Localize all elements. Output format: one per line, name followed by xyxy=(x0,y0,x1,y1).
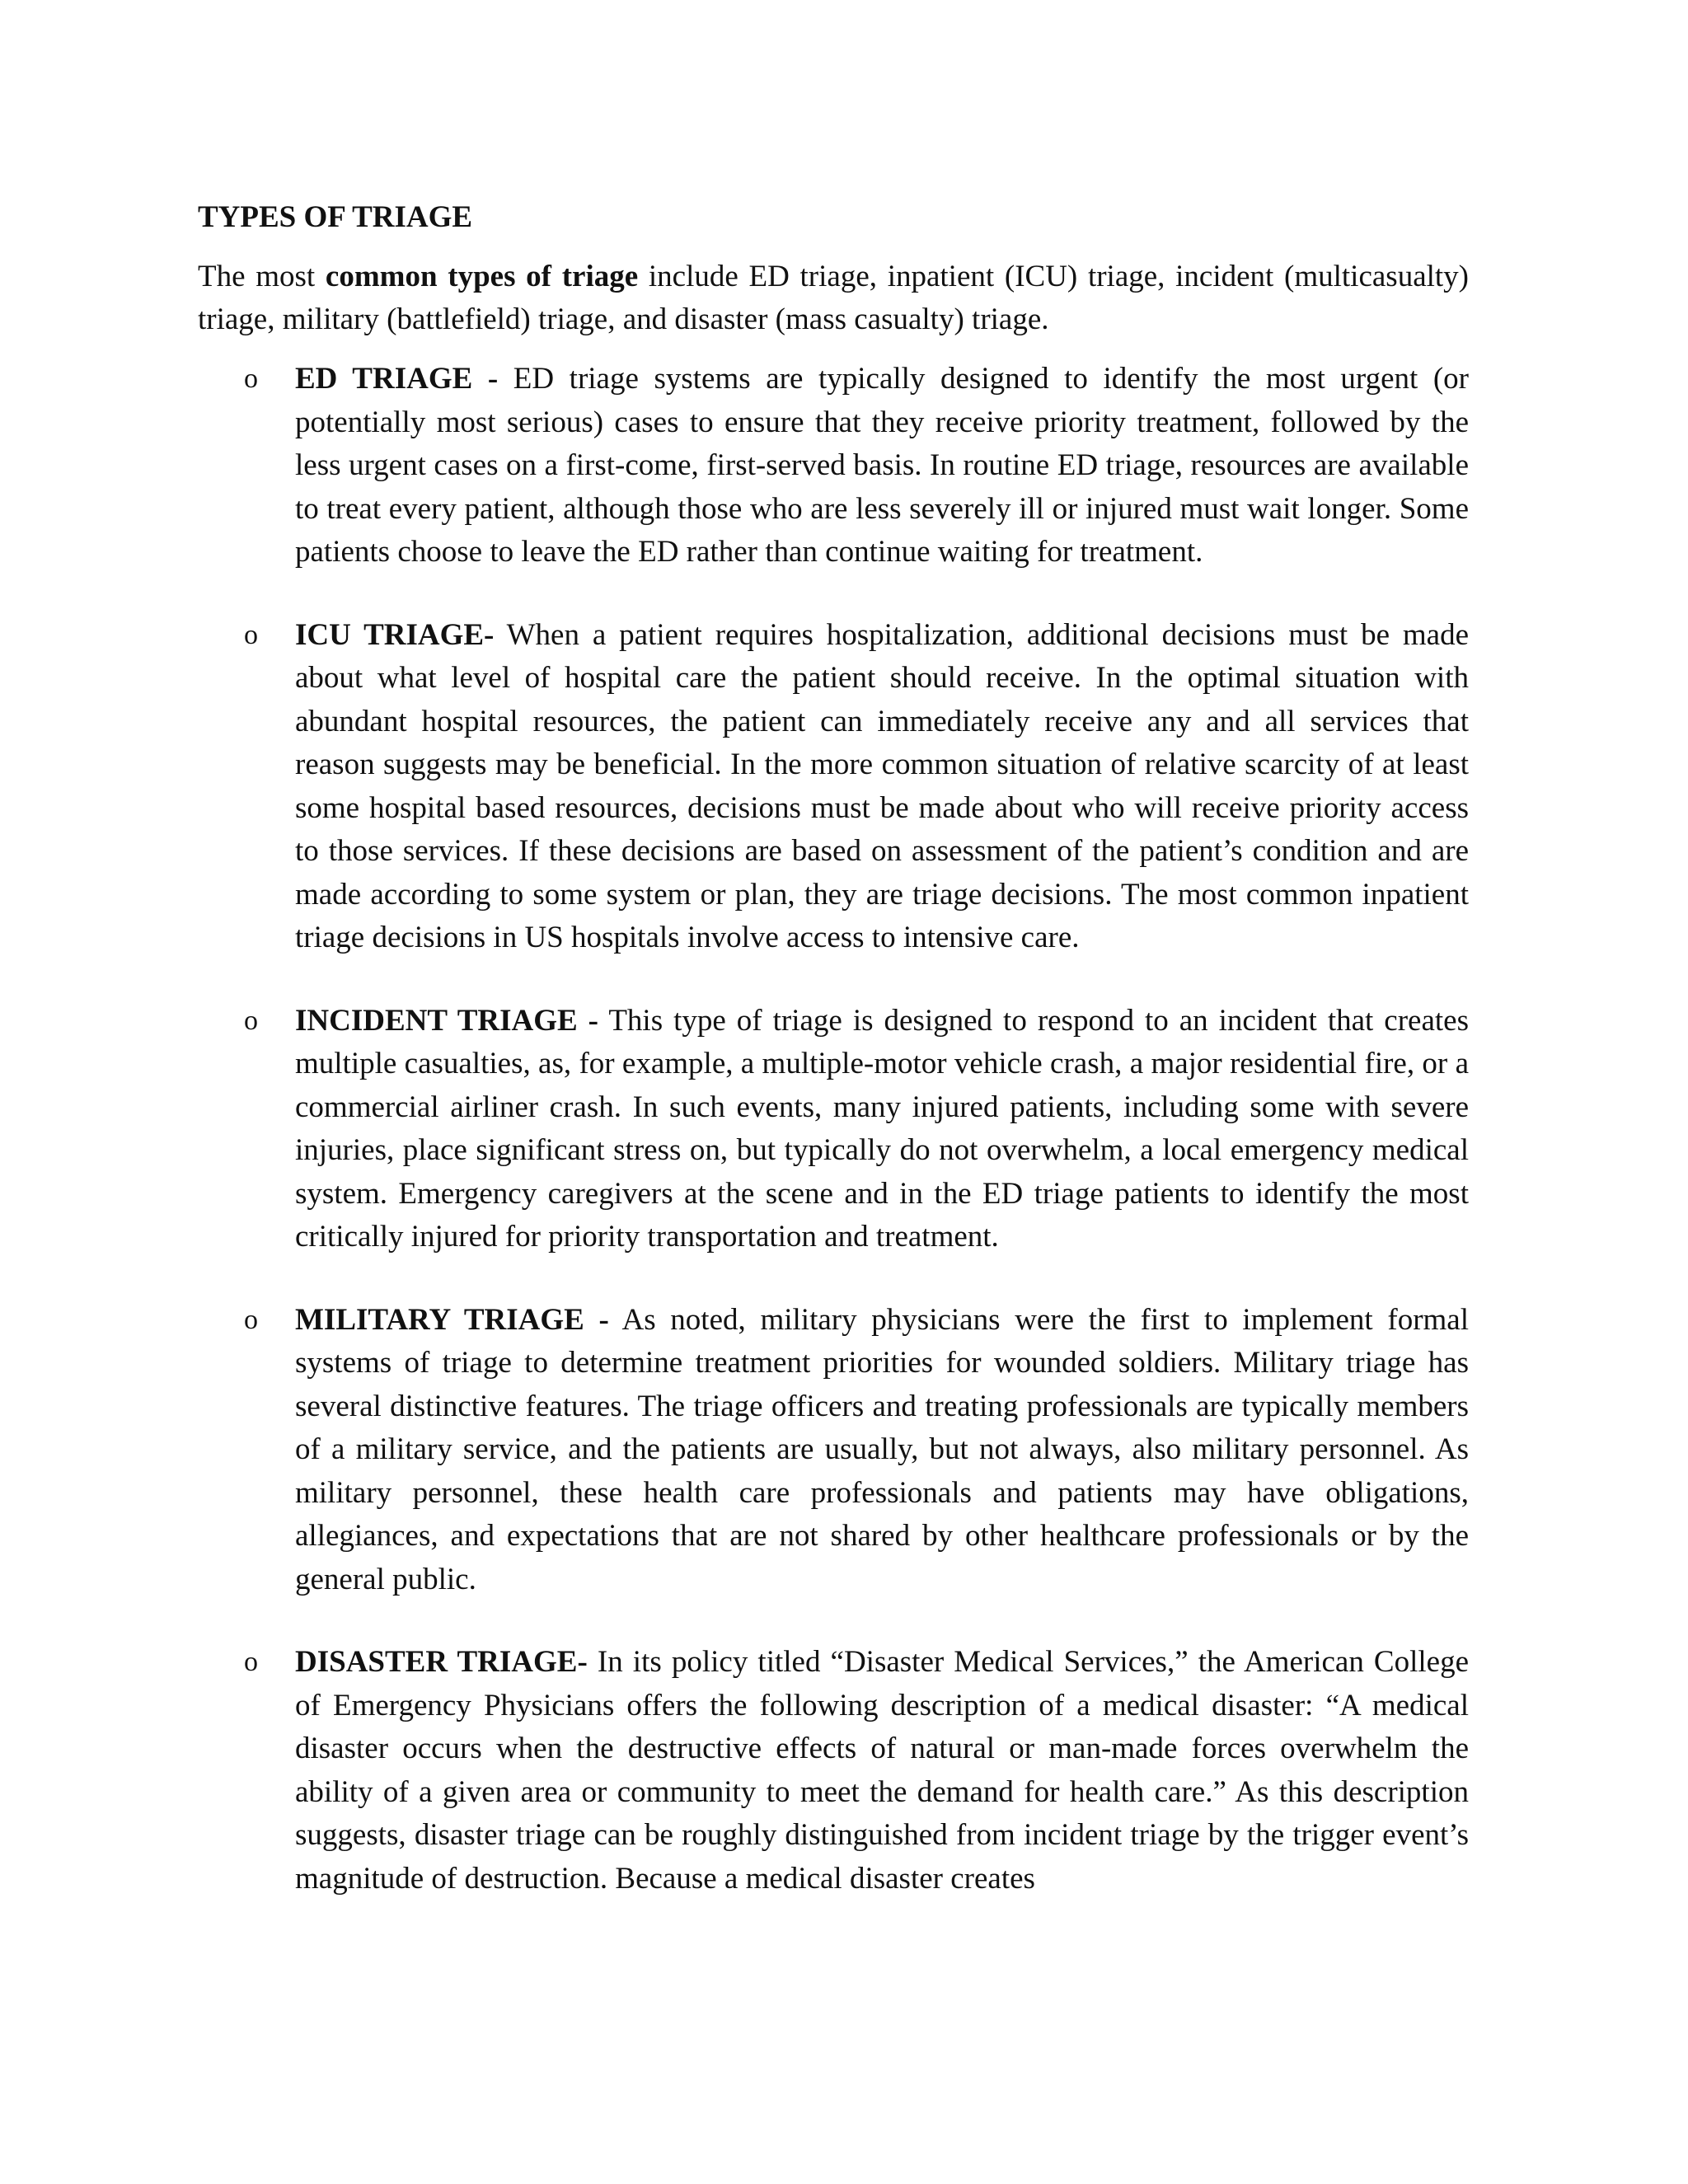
item-term: ED TRIAGE - xyxy=(295,362,499,396)
item-term: INCIDENT TRIAGE - xyxy=(295,1003,598,1038)
list-item-icu-triage xyxy=(198,614,1469,960)
intro-bold-phrase: common types of triage xyxy=(325,260,639,293)
item-text: In its policy titled “Disaster Medical Services,” the American College of Emergency Physicians offers the following description of a medical disaster: “A medical disaster occurs when the destructive effects of natural or man-made forces overwhelm the ability of a given area or community to meet the demand for health care.” As this description suggests, disaster triage can be roughly distinguished from incident triage by the trigger event’s magnitude of destruction. Because a medical disaster creates xyxy=(295,1645,1470,1896)
bullet-circle-icon: o xyxy=(244,1647,258,1677)
bullet-circle-icon: o xyxy=(244,363,258,394)
triage-types-list xyxy=(198,358,1469,1900)
bullet-circle-icon: o xyxy=(244,1304,258,1335)
list-item-ed-triage xyxy=(198,358,1469,574)
item-term: ICU TRIAGE- xyxy=(295,617,495,652)
item-text: This type of triage is designed to respond to an incident that creates multiple casualties, as, for example, a multiple-motor vehicle crash, a major residential fire, or a commercial airliner crash. In such events, many injured patients, including some with severe injuries, place significant stress on, but typically do not overwhelm, a local emergency medical system. Emergency caregivers at the scene and in the ED triage patients to identify the most critically injured for priority transportation and treatment. xyxy=(295,1003,1470,1254)
item-text: When a patient requires hospitalization, additional decisions must be made about what level of hospital care the patient should receive. In the optimal situation with abundant hospital resources, the patient can immediately receive any and all services that reason suggests may be beneficial. In the more common situation of relative scarcity of at least some hospital based resources, decisions must be made about who will receive priority access to those services. If these decisions are based on assessment of the patient’s condition and are made according to some system or plan, they are triage decisions. The most common inpatient triage decisions in US hospitals involve access to intensive care. xyxy=(295,617,1470,954)
list-item-military-triage xyxy=(198,1299,1469,1602)
intro-text-end: include ED triage, inpatient (ICU) triage, incident (multicasualty) triage, military (battlefield) triage, and disaster (mass casualty) triage. xyxy=(198,260,1470,336)
item-term: DISASTER TRIAGE- xyxy=(295,1645,588,1679)
page-title: TYPES OF TRIAGE xyxy=(198,200,473,234)
intro-paragraph xyxy=(198,255,1469,341)
item-text: As noted, military physicians were the first to implement formal systems of triage to determine treatment priorities for wounded soldiers. Military triage has several distinctive features. The triage officers and treating professionals are typically members of a military service, and the patients are usually, but not always, also military personnel. As military personnel, these health care professionals and patients may have obligations, allegiances, and expectations that are not shared by other healthcare professionals or by the general public. xyxy=(295,1302,1469,1596)
intro-text-start: The most xyxy=(198,260,326,293)
bullet-circle-icon: o xyxy=(244,619,258,650)
item-term: MILITARY TRIAGE - xyxy=(295,1302,609,1337)
document-page xyxy=(198,196,1469,1900)
bullet-circle-icon: o xyxy=(244,1005,258,1036)
list-item-incident-triage xyxy=(198,1000,1469,1259)
list-item-disaster-triage xyxy=(198,1641,1469,1900)
item-text: ED triage systems are typically designed to identify the most urgent (or potentially most serious) cases to ensure that they receive priority treatment, followed by the less urgent cases on a first-come, first-served basis. In routine ED triage, resources are available to treat every patient, although those who are less severely ill or injured must wait longer. Some patients choose to leave the ED rather than continue waiting for treatment. xyxy=(295,362,1469,569)
